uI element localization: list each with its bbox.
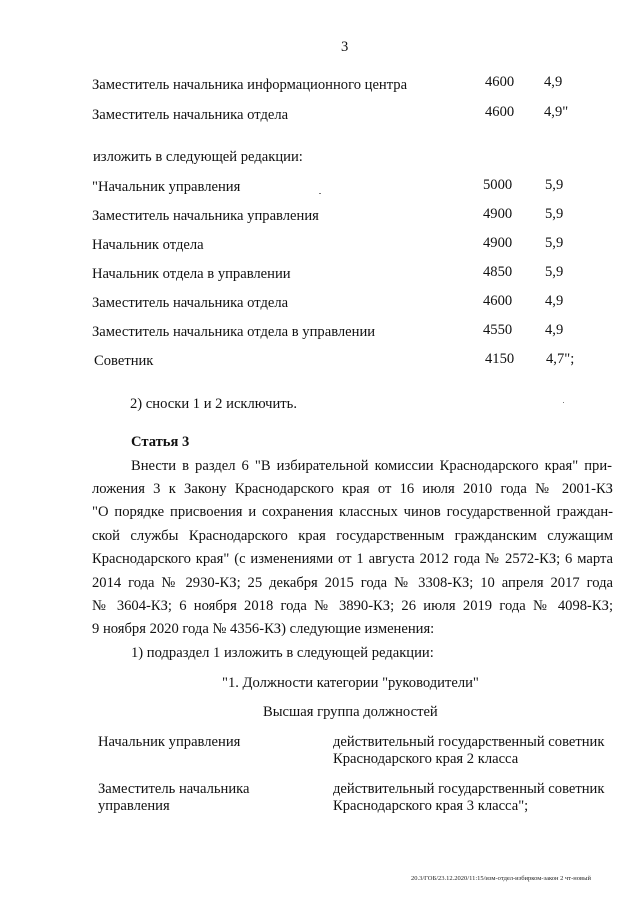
new-row-title: Начальник отдела в управлении <box>92 266 291 282</box>
new-row-coef: 5,9 <box>545 235 564 251</box>
article-line: Внести в раздел 6 "В избирательной комиссии Краснодарского края" при- <box>131 458 612 474</box>
rank-row-rank: Краснодарского края 3 класса"; <box>333 798 529 814</box>
article-line: "О порядке присвоения и сохранения классных чинов государственной граждан- <box>92 504 613 520</box>
scan-speck <box>563 402 564 403</box>
new-row-salary: 4550 <box>483 322 513 338</box>
intro-line: изложить в следующей редакции: <box>93 149 303 165</box>
rank-row-position: Заместитель начальника <box>98 781 250 797</box>
new-row-title: Заместитель начальника управления <box>92 208 319 224</box>
new-row-salary: 4900 <box>483 206 513 222</box>
new-row-title: Заместитель начальника отдела <box>92 295 289 311</box>
rank-row-rank: действительный государственный советник <box>333 734 605 750</box>
footer-file-reference: 20.3/ГОБ/23.12.2020/11:15/изм-отдел-избирком-закон 2 чт-новый <box>411 875 591 882</box>
scan-speck <box>319 193 321 194</box>
rank-row-rank: Краснодарского края 2 класса <box>333 751 519 767</box>
subsection-title: "1. Должности категории "руководители" <box>222 675 479 691</box>
new-row-salary: 4900 <box>483 235 513 251</box>
group-title: Высшая группа должностей <box>263 704 438 720</box>
new-row-salary: 4600 <box>483 293 513 309</box>
rank-row-position: Начальник управления <box>98 734 241 750</box>
old-row-title: Заместитель начальника информационного центра <box>92 77 408 93</box>
new-row-coef: 5,9 <box>545 206 564 222</box>
article-line: № 3604-КЗ; 6 ноября 2018 года № 3890-КЗ; 26 июля 2019 года № 4098-КЗ; <box>92 598 613 614</box>
article-line: 9 ноября 2020 года № 4356-КЗ) следующие изменения: <box>92 621 435 637</box>
article-line: 2014 года № 2930-КЗ; 25 декабря 2015 года № 3308-КЗ; 10 апреля 2017 года <box>92 575 613 591</box>
rank-row-rank: действительный государственный советник <box>333 781 605 797</box>
article-line: Краснодарского края" (с изменениями от 1 августа 2012 года № 2572-КЗ; 6 марта <box>92 551 613 567</box>
article-line: ской службы Краснодарского края государственным гражданским служащим <box>92 528 613 544</box>
new-row-title: Советник <box>94 353 154 369</box>
article-title: Статья 3 <box>131 434 190 450</box>
new-row-coef: 4,9 <box>545 322 564 338</box>
page-number: 3 <box>341 39 349 55</box>
new-row-salary: 4150 <box>485 351 515 367</box>
old-row-salary: 4600 <box>485 74 515 90</box>
new-row-title: "Начальник управления <box>92 179 241 195</box>
old-row-title: Заместитель начальника отдела <box>92 107 289 123</box>
item-2: 2) сноски 1 и 2 исключить. <box>130 396 297 412</box>
article-line: ложения 3 к Закону Краснодарского края от 16 июля 2010 года № 2001-КЗ <box>92 481 613 497</box>
item-1: 1) подраздел 1 изложить в следующей редакции: <box>131 645 434 661</box>
new-row-coef: 4,9 <box>545 293 564 309</box>
old-row-coef: 4,9" <box>544 104 569 120</box>
new-row-title: Начальник отдела <box>92 237 204 253</box>
rank-row-position: управления <box>98 798 170 814</box>
new-row-coef: 4,7"; <box>546 351 575 367</box>
new-row-title: Заместитель начальника отдела в управлении <box>92 324 376 340</box>
old-row-coef: 4,9 <box>544 74 563 90</box>
new-row-coef: 5,9 <box>545 177 564 193</box>
new-row-salary: 5000 <box>483 177 513 193</box>
new-row-salary: 4850 <box>483 264 513 280</box>
old-row-salary: 4600 <box>485 104 515 120</box>
new-row-coef: 5,9 <box>545 264 564 280</box>
